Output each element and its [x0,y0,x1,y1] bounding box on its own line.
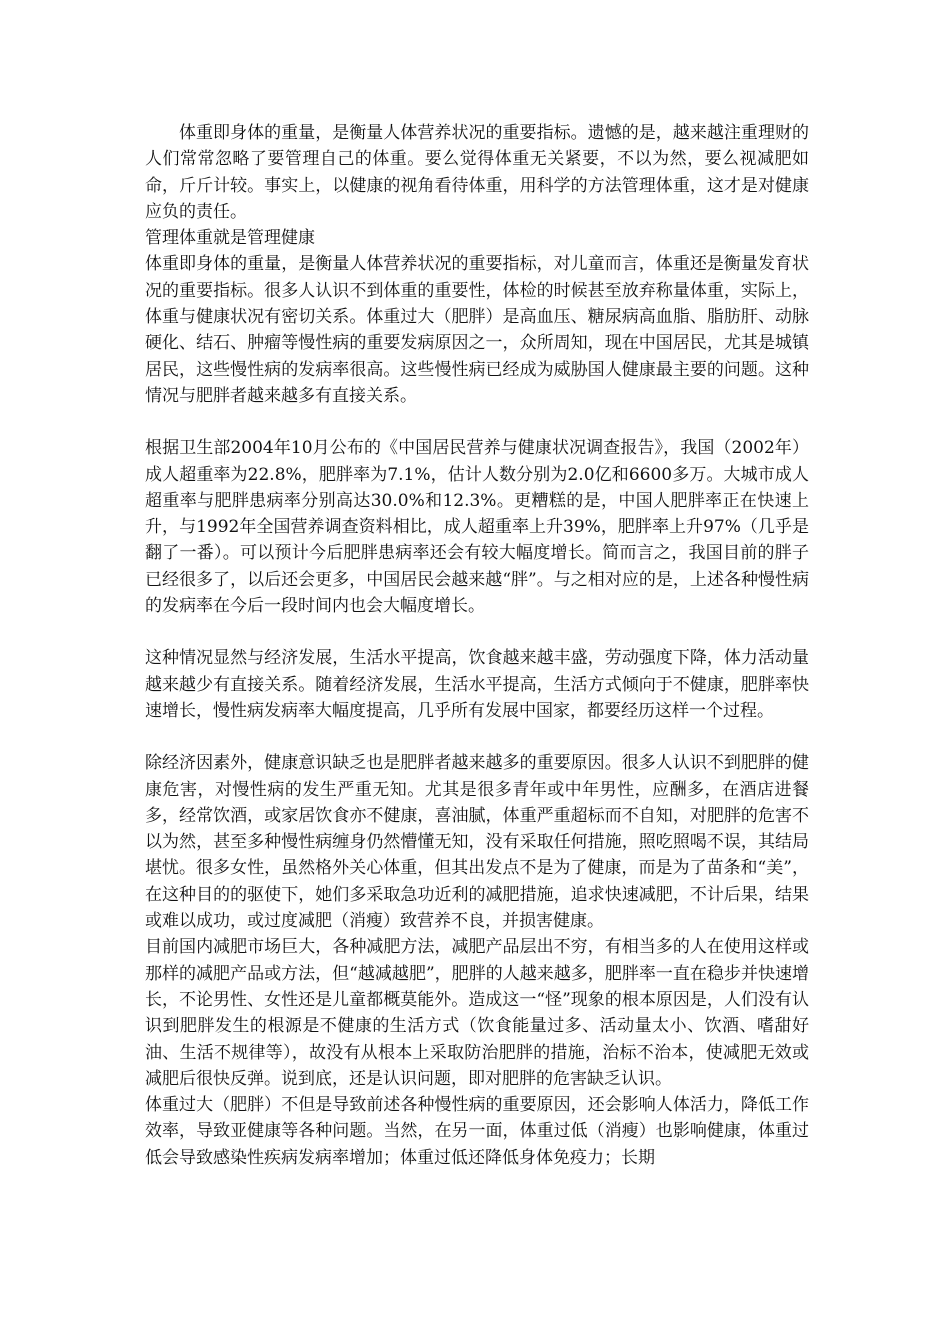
body-paragraph-2: 根据卫生部2004年10月公布的《中国居民营养与健康状况调查报告》，我国（2002年）成人超重率为22.8%，肥胖率为7.1%，估计人数分别为2.0亿和6600多万。大城市成人超重率与肥胖患病率分别高达30.0%和12.3%。更糟糕的是，中国人肥胖率正在快速上升，与1992年全国营养调查资料相比，成人超重率上升39%，肥胖率上升97%（几乎是翻了一番）。可以预计今后肥胖患病率还会有较大幅度增长。简而言之，我国目前的胖子已经很多了，以后还会更多，中国居民会越来越“胖”。与之相对应的是，上述各种慢性病的发病率在今后一段时间内也会大幅度增长。 [145,438,809,617]
intro-paragraph: 体重即身体的重量，是衡量人体营养状况的重要指标。遗憾的是，越来越注重理财的人们常常忽略了要管理自己的体重。要么觉得体重无关紧要，不以为然，要么视减肥如命，斤斤计较。事实上，以健康的视角看待体重，用科学的方法管理体重，这才是对健康应负的责任。 [145,123,809,222]
document-page [145,120,809,1171]
paragraph-spacer [145,409,809,435]
body-paragraph-1: 体重即身体的重量，是衡量人体营养状况的重要指标，对儿童而言，体重还是衡量发育状况的重要指标。很多人认识不到体重的重要性，体检的时候甚至放弃称量体重，实际上，体重与健康状况有密切关系。体重过大（肥胖）是高血压、糖尿病高血脂、脂肪肝、动脉硬化、结石、肿瘤等慢性病的重要发病原因之一，众所周知，现在中国居民，尤其是城镇居民，这些慢性病的发病率很高。这些慢性病已经成为威胁国人健康最主要的问题。这种情况与肥胖者越来越多有直接关系。 [145,254,809,406]
section-heading: 管理体重就是管理健康 [145,228,315,249]
body-paragraph-3: 这种情况显然与经济发展，生活水平提高，饮食越来越丰盛，劳动强度下降，体力活动量越来越少有直接关系。随着经济发展，生活水平提高，生活方式倾向于不健康，肥胖率快速增长，慢性病发病率大幅度提高，几乎所有发展中国家，都要经历这样一个过程。 [145,648,809,721]
body-paragraph-4: 除经济因素外，健康意识缺乏也是肥胖者越来越多的重要原因。很多人认识不到肥胖的健康危害，对慢性病的发生严重无知。尤其是很多青年或中年男性，应酬多，在酒店进餐多，经常饮酒，或家居饮食亦不健康，喜油腻，体重严重超标而不自知，对肥胖的危害不以为然，甚至多种慢性病缠身仍然懵懂无知，没有采取任何措施，照吃照喝不误，其结局堪忧。很多女性，虽然格外关心体重，但其出发点不是为了健康，而是为了苗条和“美”，在这种目的的驱使下，她们多采取急功近利的减肥措施，追求快速减肥，不计后果，结果或难以成功，或过度减肥（消瘦）致营养不良，并损害健康。 [145,753,809,932]
body-paragraph-6: 体重过大（肥胖）不但是导致前述各种慢性病的重要原因，还会影响人体活力，降低工作效率，导致亚健康等各种问题。当然，在另一面，体重过低（消瘦）也影响健康，体重过低会导致感染性疾病发病率增加；体重过低还降低身体免疫力；长期 [145,1095,809,1168]
body-paragraph-5: 目前国内减肥市场巨大，各种减肥方法，减肥产品层出不穷，有相当多的人在使用这样或那样的减肥产品或方法，但“越减越肥”，肥胖的人越来越多，肥胖率一直在稳步并快速增长，不论男性、女性还是儿童都概莫能外。造成这一“怪”现象的根本原因是，人们没有认识到肥胖发生的根源是不健康的生活方式（饮食能量过多、活动量太小、饮酒、嗜甜好油、生活不规律等），故没有从根本上采取防治肥胖的措施，治标不治本，使减肥无效或减肥后很快反弹。说到底，还是认识问题，即对肥胖的危害缺乏认识。 [145,937,809,1089]
paragraph-spacer [145,724,809,750]
paragraph-spacer [145,619,809,645]
